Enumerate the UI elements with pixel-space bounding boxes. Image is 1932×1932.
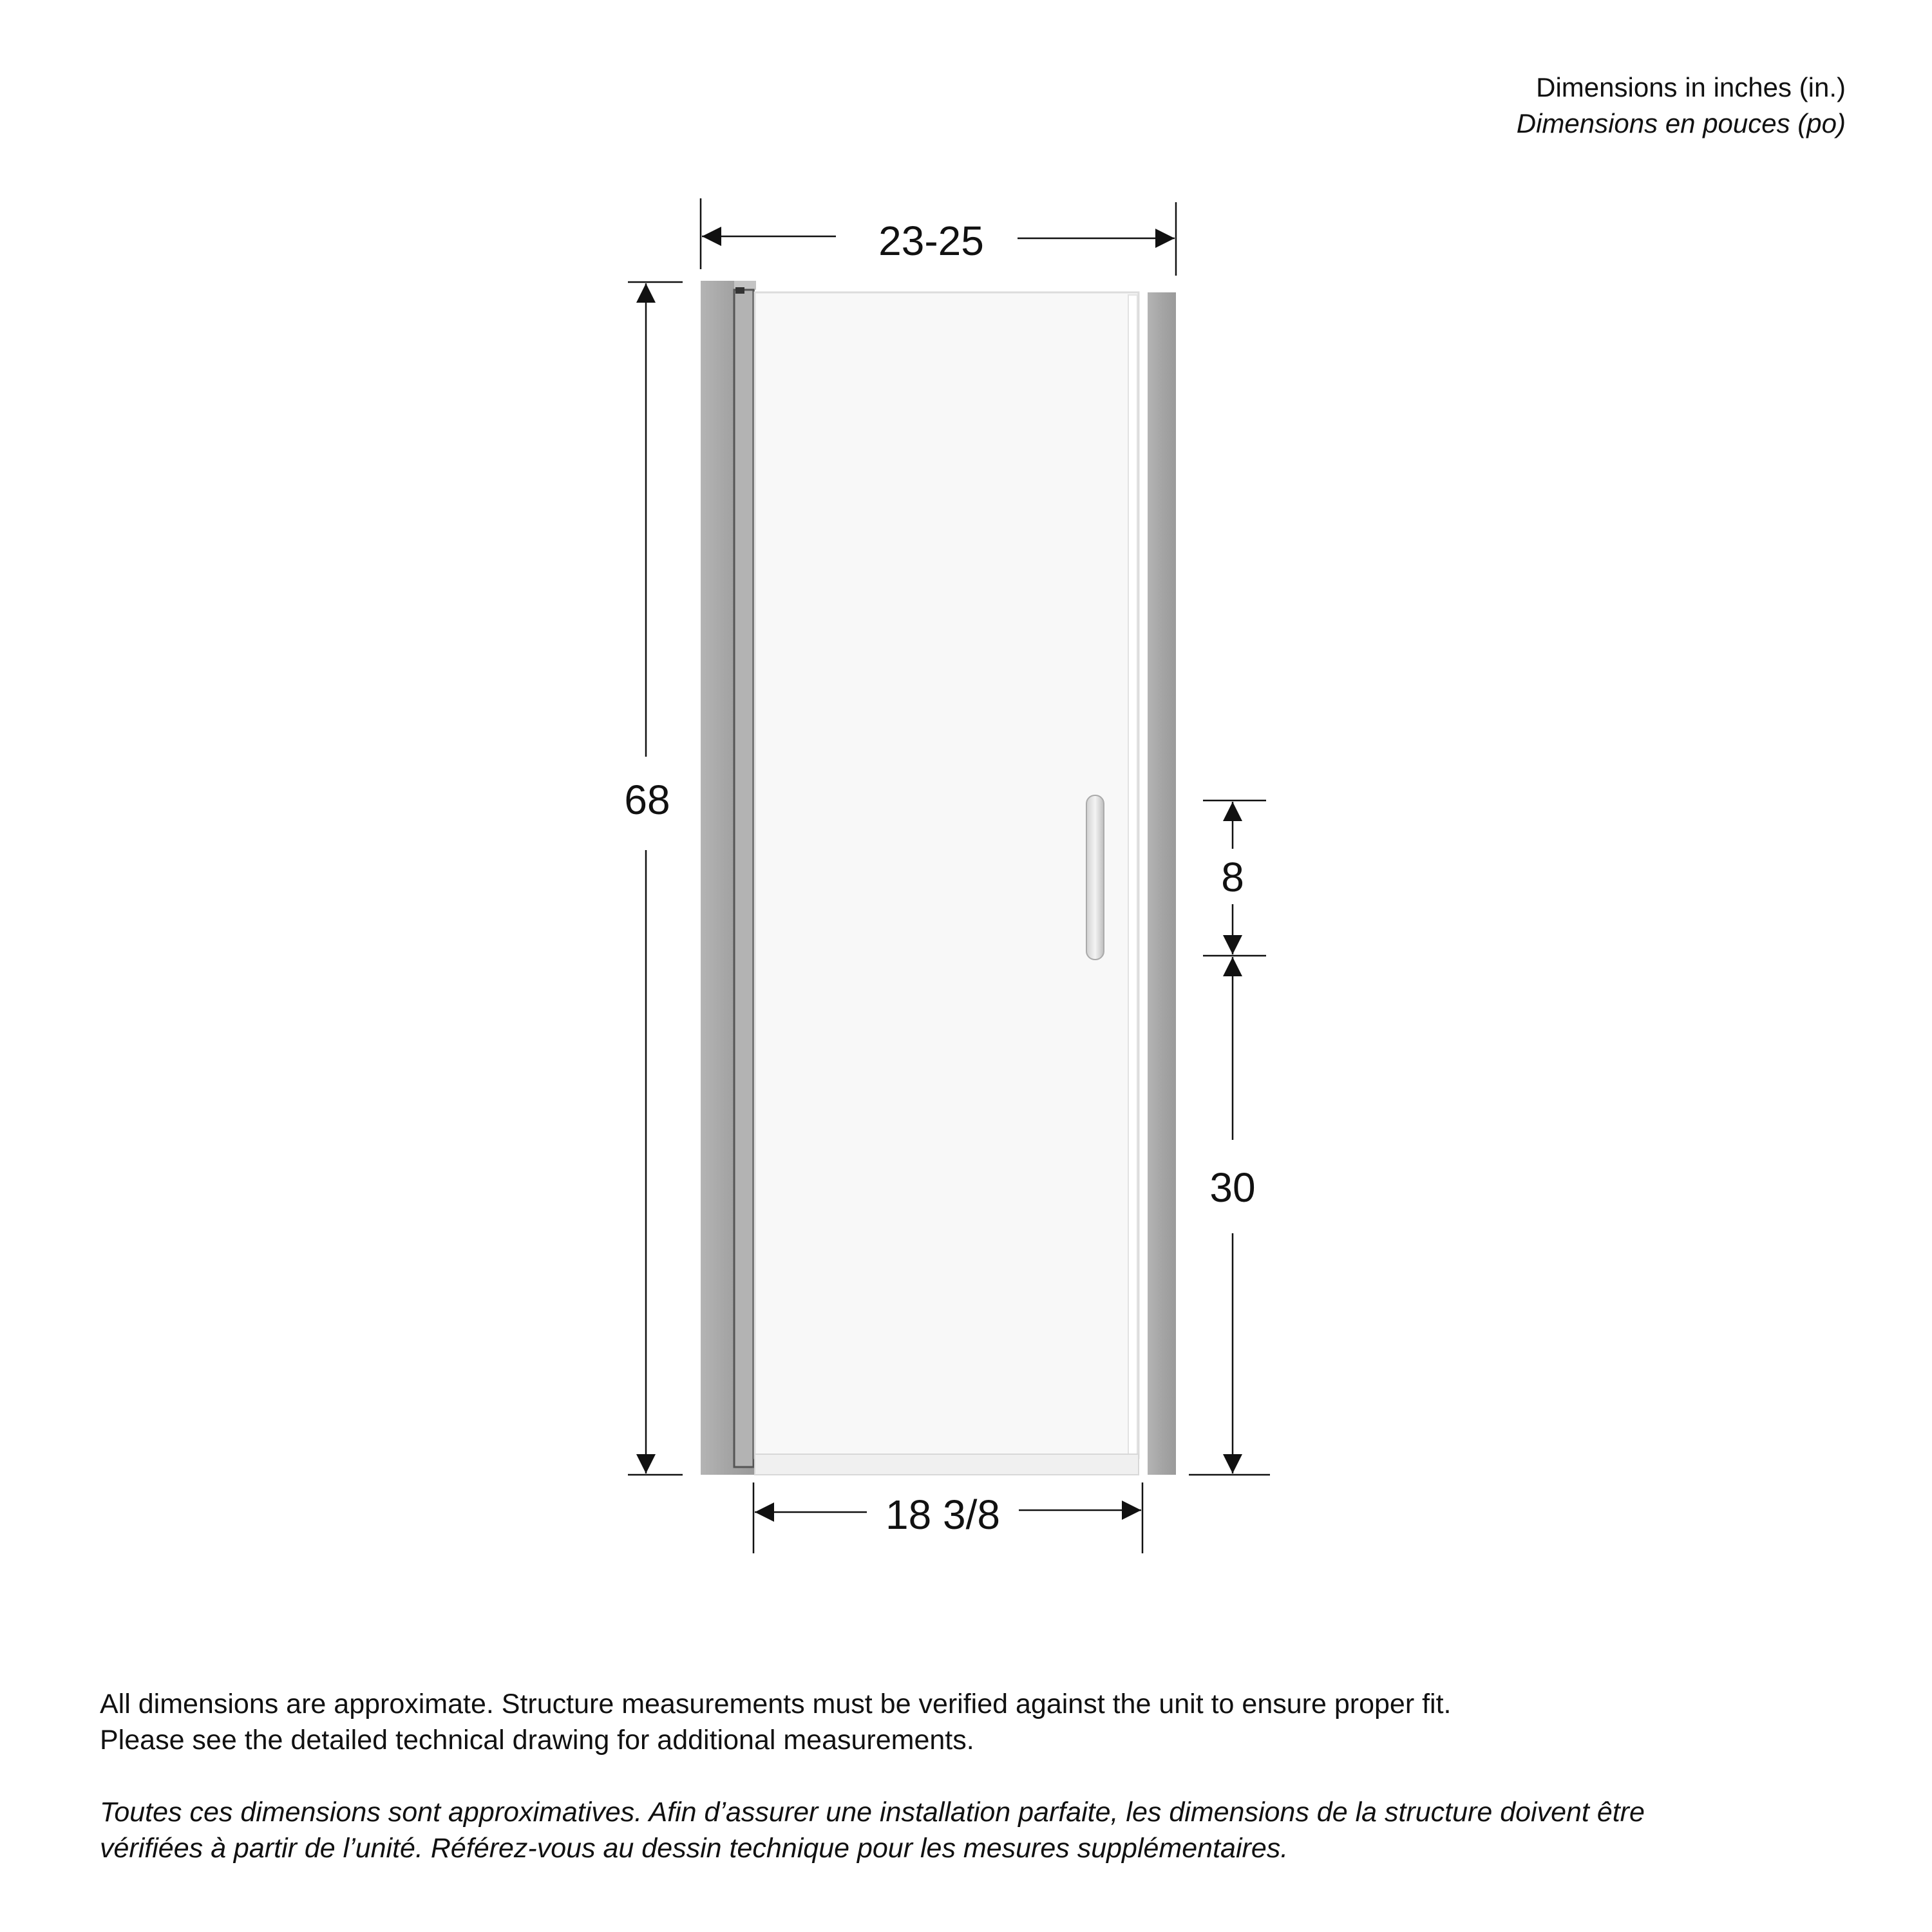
handle-height-dimension — [1189, 957, 1270, 1475]
door-opening-dimension — [753, 1482, 1142, 1553]
bottom-sweep — [755, 1454, 1139, 1475]
overall-width-dimension — [701, 198, 1176, 276]
disclaimer-notes — [100, 1686, 1852, 1866]
disclaimer-fr-line-1: Toutes ces dimensions sont approximatives. Afin d’assurer une installation parfaite, les dimensions de la structure doivent être — [100, 1797, 1645, 1828]
glass-edge-strip — [1128, 295, 1137, 1454]
handle-height-label: 30 — [1209, 1164, 1256, 1211]
disclaimer-en-line-2: Please see the detailed technical drawing for additional measurements. — [100, 1725, 974, 1756]
handle-length-dimension — [1203, 800, 1266, 956]
door-opening-label: 18 3/8 — [886, 1492, 1000, 1538]
height-dimension — [624, 282, 683, 1475]
disclaimer-fr-line-2: vérifiées à partir de l’unité. Référez-vous au dessin technique pour les mesures supplémentaires. — [100, 1833, 1289, 1864]
glass-panel — [755, 292, 1139, 1458]
overall-width-label: 23-25 — [878, 218, 984, 264]
disclaimer-en — [100, 1686, 1852, 1758]
height-label: 68 — [624, 777, 670, 823]
right-strike-jamb — [1148, 292, 1176, 1475]
disclaimer-fr — [100, 1794, 1852, 1866]
units-note — [1517, 70, 1846, 142]
door-handle — [1086, 795, 1104, 960]
disclaimer-en-line-1: All dimensions are approximate. Structure measurements must be verified against the unit to ensure proper fit. — [100, 1689, 1452, 1719]
units-note-fr: Dimensions en pouces (po) — [1516, 108, 1846, 138]
shower-door — [701, 281, 1176, 1475]
hinge-bracket — [735, 287, 744, 294]
hinge-rail — [734, 290, 753, 1467]
handle-length-label: 8 — [1221, 854, 1244, 900]
units-note-en: Dimensions in inches (in.) — [1536, 72, 1846, 102]
